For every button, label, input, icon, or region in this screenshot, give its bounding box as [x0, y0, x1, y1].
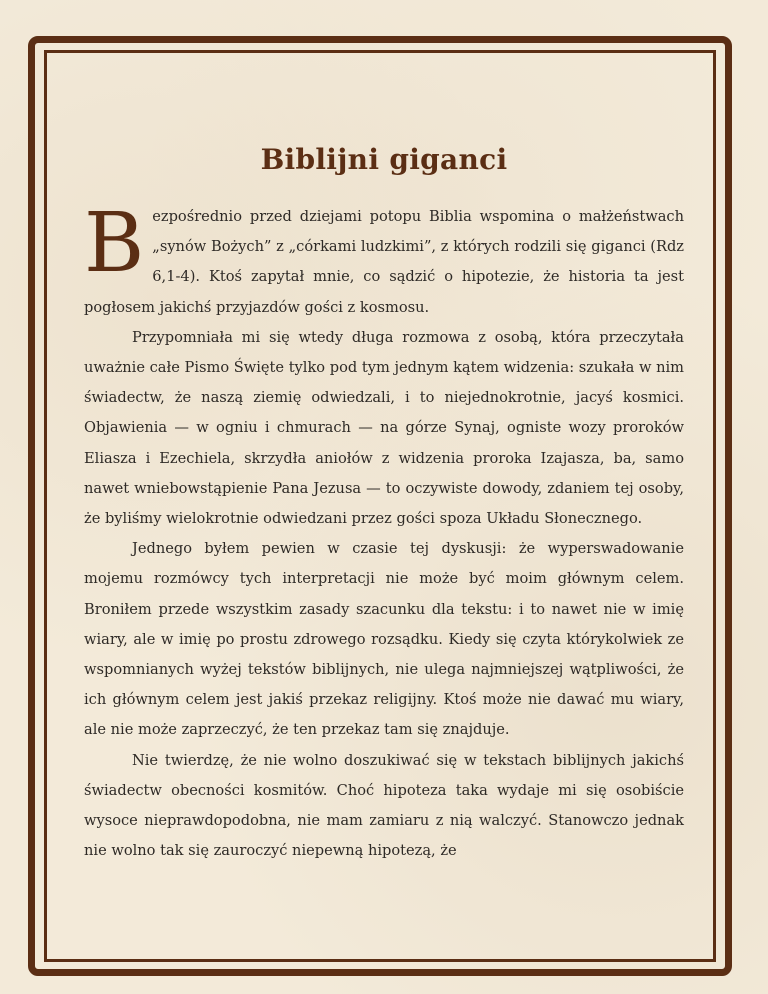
paragraph-2: Przypomniała mi się wtedy długa rozmowa z osobą, która przeczytała uważnie całe Pismo Święte tylko pod tym jednym kątem widzenia: szukała w nim świadectw, że naszą ziemię odwiedzali, i to niejednokrotnie, jacyś kosmici. Objawienia — w ogniu i chmurach — na górze Synaj, ogniste wozy proroków Eliasza i Ezechiela, skrzydła aniołów z widzenia proroka Izajasza, ba, samo nawet wniebowstąpienie Pana Jezusa — to oczywiste dowody, zdaniem tej osoby, że byliśmy wielokrotnie odwiedzani przez gości spoza Układu Słonecznego.: [84, 328, 684, 528]
paragraph-4: Nie twierdzę, że nie wolno doszukiwać się w tekstach biblijnych jakichś świadectw obecności kosmitów. Choć hipoteza taka wydaje mi się osobiście wysoce nieprawdopodobna, nie mam zamiaru z nią walczyć. Stanowczo jednak nie wolno tak się zauroczyć niepewną hipotezą, że: [84, 751, 684, 860]
page-title: Biblijni giganci: [260, 142, 508, 176]
paragraph-1: [84, 196, 684, 323]
paragraph-3: Jednego byłem pewien w czasie tej dyskusji: że wyperswadowanie mojemu rozmówcy tych interpretacji nie może być moim głównym celem. Broniłem przede wszystkim zasady szacunku dla tekstu: i to nawet nie w imię wiary, ale w imię po prostu zdrowego rozsądku. Kiedy się czyta którykolwiek ze wspomnianych wyżej tekstów biblijnych, nie ulega najmniejszej wątpliwości, że ich głównym celem jest jakiś przekaz religijny. Ktoś może nie dawać mu wiary, ale nie może zaprzeczyć, że ten przekaz tam się znajduje.: [84, 540, 684, 739]
drop-cap: B: [84, 196, 145, 291]
article-body: [84, 196, 684, 866]
paragraph-1-text: ezpośrednio przed dziejami potopu Biblia wspomina o małżeństwach „synów Bożych” z „córkami ludzkimi”, z których rodzili się giganci (Rdz 6,1-4). Ktoś zapytał mnie, co sądzić o hipotezie, że historia ta jest pogłosem jakichś przyjazdów gości z kosmosu.: [84, 208, 684, 316]
